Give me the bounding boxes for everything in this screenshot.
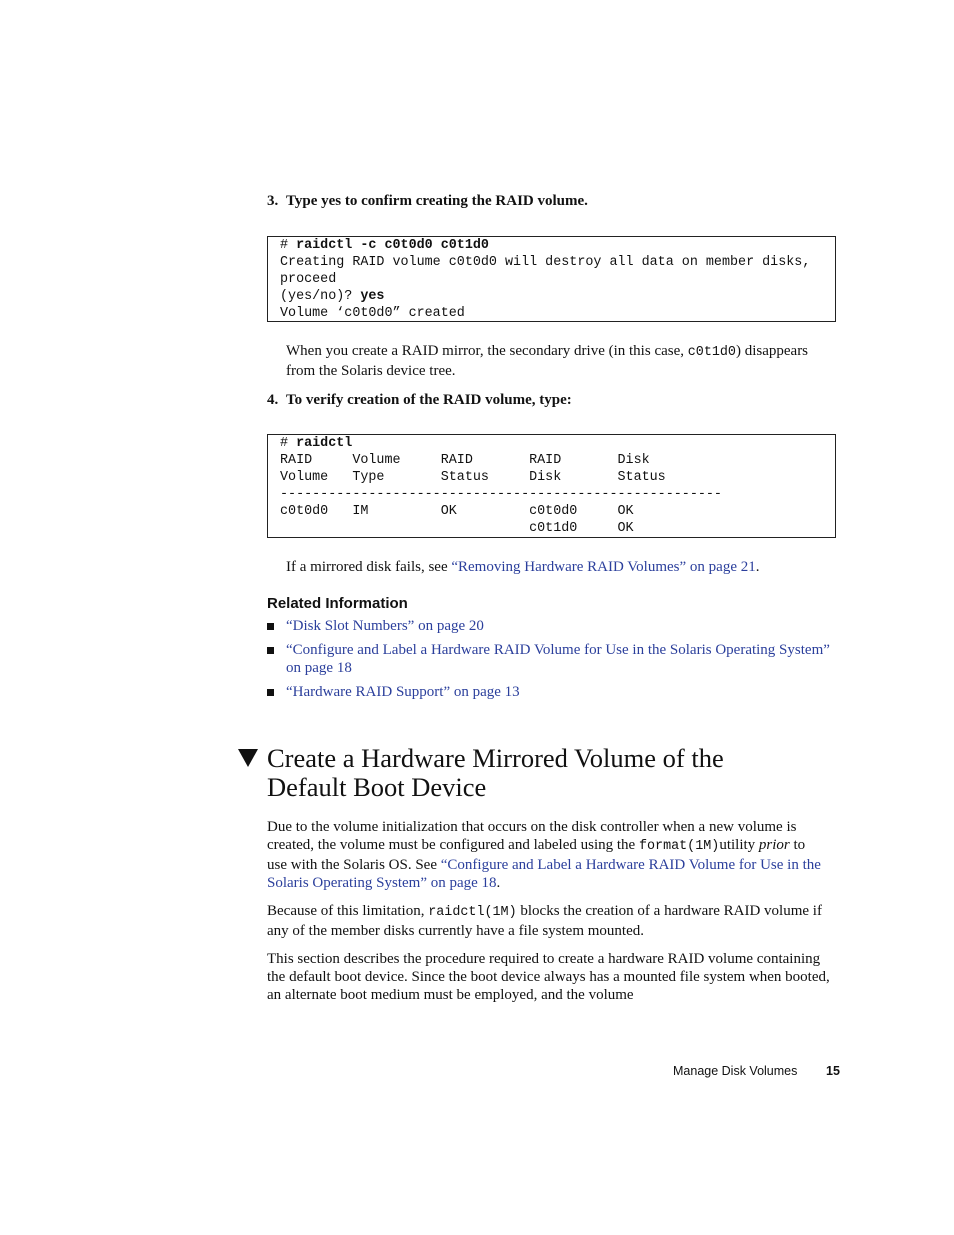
step-number: 3.: [267, 193, 279, 209]
user-input: yes: [360, 289, 385, 304]
code-line: c0t0d0 IM OK c0t0d0 OK: [280, 504, 634, 519]
link-disk-slot-numbers[interactable]: “Disk Slot Numbers” on page 20: [286, 618, 484, 634]
bullet-icon: [267, 689, 274, 696]
paragraph-initialization: Due to the volume initialization that occurs on the disk controller when a new volume is created, the volume must be configured and labeled using the format(1M)utility prior to use with the Solaris OS. See “Configure and Label a Hardware RAID Volume for Use in the Solaris Operating System” on page 18.: [267, 819, 821, 891]
paragraph-procedure: This section describes the procedure required to create a hardware RAID volume containing the default boot device. Since the boot device always has a mounted file system when booted, an alternate boot medium must be employed, and the volume: [267, 951, 830, 1003]
code-line: # raidctl: [280, 436, 353, 451]
code-line: Creating RAID volume c0t0d0 will destroy all data on member disks,: [280, 255, 811, 270]
code-block-raidctl-status: [267, 434, 836, 538]
step-4: [267, 391, 572, 409]
link-configure-label-raid[interactable]: “Configure and Label a Hardware RAID Volume for Use in the Solaris Operating System” on page 18: [286, 642, 830, 676]
code-line: proceed: [280, 272, 337, 287]
code-line: RAID Volume RAID RAID Disk: [280, 453, 650, 468]
link-hardware-raid-support[interactable]: “Hardware RAID Support” on page 13: [286, 684, 520, 700]
step-3: [267, 192, 588, 210]
code-line: -------------------------------------------------------: [280, 487, 722, 502]
inline-code: c0t1d0: [687, 345, 736, 360]
code-line: Volume ‘c0t0d0” created: [280, 306, 465, 321]
related-information-heading: Related Information: [267, 595, 408, 612]
down-triangle-icon: [238, 749, 258, 767]
emphasis: prior: [758, 837, 790, 853]
command: raidctl -c c0t0d0 c0t1d0: [296, 238, 489, 253]
paragraph-disk-fail: If a mirrored disk fails, see “Removing Hardware RAID Volumes” on page 21.: [286, 559, 760, 575]
link-removing-raid[interactable]: “Removing Hardware RAID Volumes” on page 21: [451, 559, 756, 575]
step-text: To verify creation of the RAID volume, type:: [286, 392, 572, 408]
list-item: [267, 683, 842, 701]
page-number: 15: [826, 1064, 840, 1078]
command: raidctl: [296, 436, 353, 451]
code-line: c0t1d0 OK: [280, 521, 634, 536]
inline-code: raidctl(1M): [428, 905, 517, 920]
list-item: [267, 617, 842, 635]
section-heading: [238, 744, 798, 802]
paragraph-mirror: When you create a RAID mirror, the secondary drive (in this case, c0t1d0) disappears from the Solaris device tree.: [286, 343, 809, 379]
list-item: [267, 641, 842, 677]
step-number: 4.: [267, 392, 279, 408]
link-configure-label-raid-inline[interactable]: “Configure and Label a Hardware RAID Volume for Use in the Solaris Operating System” on page 18: [267, 857, 821, 891]
step-text: Type yes to confirm creating the RAID volume.: [286, 193, 588, 209]
bullet-icon: [267, 623, 274, 630]
footer-section-name: Manage Disk Volumes: [673, 1064, 798, 1078]
code-block-raidctl-create: [267, 236, 836, 322]
bullet-icon: [267, 647, 274, 654]
code-line: Volume Type Status Disk Status: [280, 470, 666, 485]
paragraph-limitation: Because of this limitation, raidctl(1M) blocks the creation of a hardware RAID volume if any of the member disks currently have a file system mounted.: [267, 903, 822, 939]
inline-code: format(1M): [638, 839, 720, 854]
code-line: (yes/no)? yes: [280, 289, 385, 304]
code-line: # raidctl -c c0t0d0 c0t1d0: [280, 238, 489, 253]
section-title: Create a Hardware Mirrored Volume of the Default Boot Device: [267, 743, 724, 802]
